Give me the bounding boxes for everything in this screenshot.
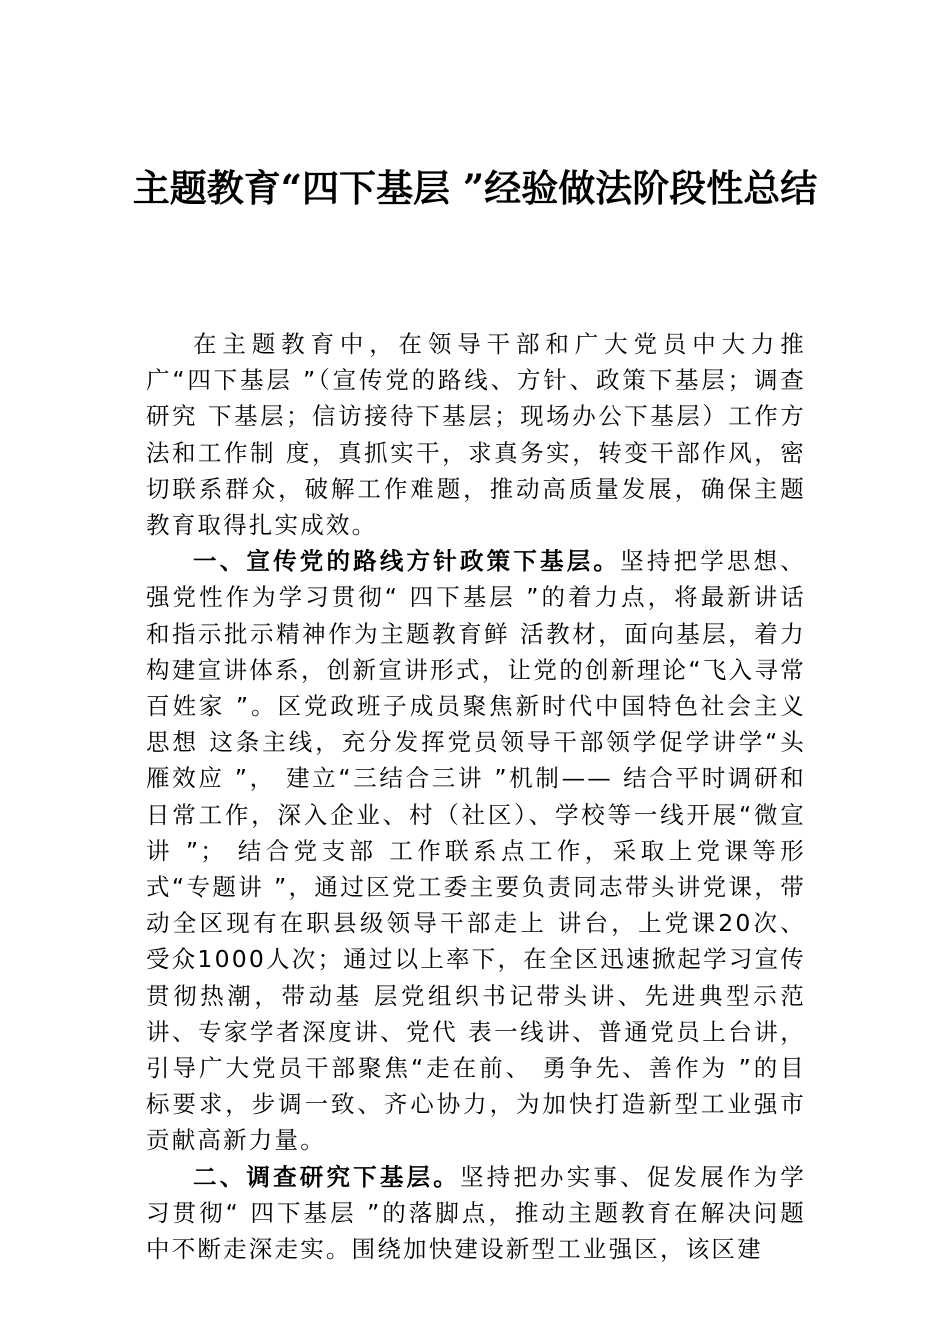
section-1-heading: 一、宣传党的路线方针政策下基层。 [193,547,621,576]
intro-paragraph: 在主题教育中，在领导干部和广大党员中大力推 广“四下基层 ”（宣传党的路线、方针、政策下基层；调查研究 下基层；信访接待下基层；现场办公下基层）工作方法和工作制 度，真抓实干，求真务实，转变干部作风，密切联系群众，破解工作难题，推动高质量发展，确保主题教育取得扎实成效。 [146,330,806,540]
document-title: 主题教育“四下基层 ”经验做法阶段性总结 [132,166,818,210]
section-1-text: 坚持把学思想、强党性作为学习贯彻“ 四下基层 ”的着力点，将最新讲话和指示批示精神作为主题教育鲜 活教材，面向基层，着力构建宣讲体系，创新宣讲形式，让党的创新理论“飞入寻常百姓家 ”。区党政班子成员聚焦新时代中国特色社会主义思想 这条主线，充分发挥党员领导干部领学促学讲学“头雁效应 ”， 建立“三结合三讲 ”机制—— 结合平时调研和日常工作，深入企业、村（社区）、学校等一线开展“微宣讲 ”； 结合党支部 工作联系点工作，采取上党课等形式“专题讲 ”，通过区党工委主要负责同志带头讲党课，带动全区现有在职县级领导干部走上 讲台，上党课20次、受众1000人次；通过以上率下，在全区迅速掀起学习宣传贯彻热潮，带动基 层党组织书记带头讲、先进典型示范讲、专家学者深度讲、党代 表一线讲、普通党员上台讲，引导广大党员干部聚焦“走在前、 勇争先、善作为 ”的目标要求，步调一致、齐心协力，为加快打造新型工业强市贡献高新力量。 [146,547,806,1155]
section-2-paragraph [146,1159,806,1268]
section-1-paragraph [146,543,806,1158]
section-2-text: 坚持把办实事、促发展作为学习贯彻“ 四下基层 ”的落脚点，推动主题教育在解决问题中不断走深走实。围绕加快建设新型工业强区，该区建 [146,1162,806,1264]
document-body [146,326,806,1267]
section-2-heading: 二、调查研究下基层。 [193,1162,460,1191]
